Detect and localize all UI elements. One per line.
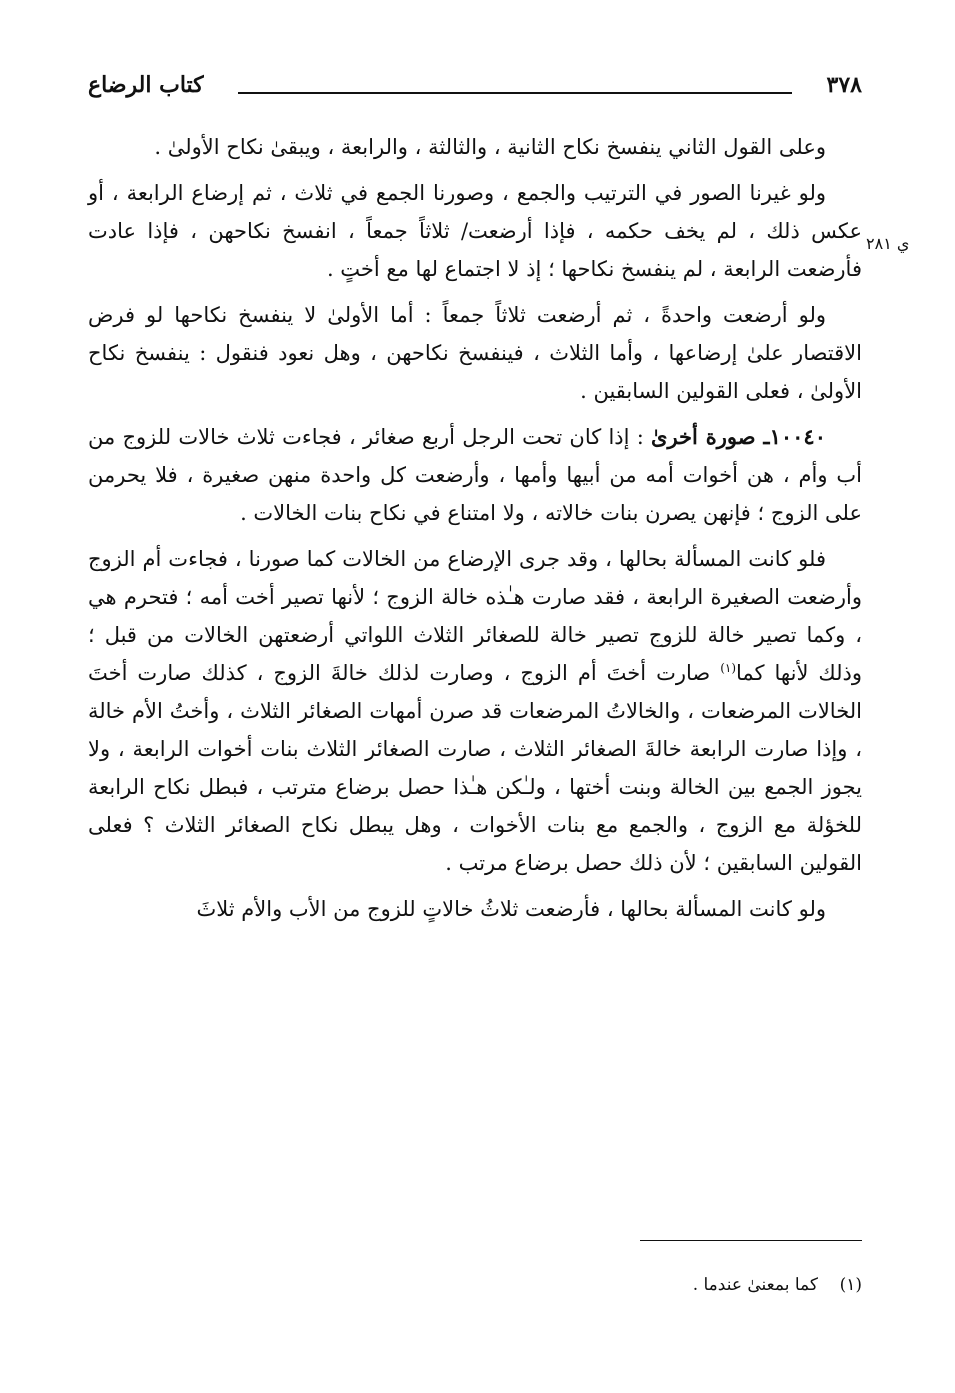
paragraph — [88, 174, 862, 288]
paragraph-text: ولو غيرنا الصور في الترتيب والجمع ، وصورنا الجمع في ثلاث ، ثم إرضاع الرابعة ، أو عكس ذلك ، لم يخف حكمه ، فإذا أرضعت/ ثلاثاً جمعاً ، انفسخ نكاحهن ، فإذا عادت فأرضعت الرابعة ، لم ينفسخ نكاحها ؛ إذ لا اجتماع لها مع أختٍ . — [88, 181, 862, 281]
paragraph — [88, 418, 862, 532]
paragraph-text: ولو أرضعت واحدةً ، ثم أرضعت ثلاثاً جمعاً : أما الأولىٰ لا ينفسخ نكاحها لو فرض الاقتصار علىٰ إرضاعها ، وأما الثلاث ، فينفسخ نكاحهن ، وهل نعود فنقول : ينفسخ نكاح الأولىٰ ، فعلى القولين السابقين . — [88, 303, 862, 403]
book-title: كتاب الرضاع — [88, 72, 204, 98]
footnote-reference: (١) — [720, 661, 737, 675]
paragraph-text: وعلى القول الثاني ينفسخ نكاح الثانية ، والثالثة ، والرابعة ، ويبقىٰ نكاح الأولىٰ . — [154, 135, 826, 159]
paragraph-text: : إذا كان تحت الرجل أربع صغائر ، فجاءت ثلاث خالات للزوج من أب وأم ، هن أخوات أمه من أبيها وأمها ، وأرضعت كل واحدة منهن صغيرة ، فلا يحرمن على الزوج ؛ فإنهن يصرن بنات خالاته ، ولا امتناع في نكاح بنات الخالات . — [88, 425, 862, 525]
header-rule — [238, 92, 792, 94]
margin-note: ي ٢٨١ — [866, 234, 910, 253]
footnote-text: كما بمعنىٰ عندما . — [692, 1275, 818, 1295]
main-text — [88, 128, 862, 936]
paragraph-text: صارت أختَ أم الزوج ، وصارت لذلك خالةَ الزوج ، كذلك صارت أختَ الخالات المرضعات ، والخالاتُ المرضعات قد صرن أمهات الصغائر الثلاث ، وأختُ الأم خالة ، وإذا صارت الرابعة خالةَ الصغائر الثلاث ، صارت الصغائر الثلاث بنات أخوات الرابعة ، ولا يجوز الجمع بين الخالة وبنت أختها ، ولـٰكن هـٰذا حصل برضاع مترتب ، فبطل نكاح الرابعة للخؤلة مع الزوج ، والجمع مع بنات الأخوات ، وهل يبطل نكاح الصغائر الثلاث ؟ فعلى القولين السابقين ؛ لأن ذلك حصل برضاع مرتب . — [88, 661, 862, 875]
paragraph — [88, 128, 862, 166]
section-heading: ١٠٠٤٠ـ صورة أخرىٰ — [651, 424, 826, 449]
page-header — [88, 72, 862, 106]
footnote-mark: (١) — [839, 1275, 862, 1295]
paragraph — [88, 296, 862, 410]
paragraph — [88, 540, 862, 882]
page-number: ٣٧٨ — [826, 72, 862, 98]
paragraph-text: ولو كانت المسألة بحالها ، فأرضعت ثلاثُ خالاتٍ للزوج من الأب والأم ثلاثَ — [196, 897, 826, 921]
paragraph-text: فلو كانت المسألة بحالها ، وقد جرى الإرضاع من الخالات كما صورنا ، فجاءت أم الزوج وأرضعت الصغيرة الرابعة ، فقد صارت هـٰذه خالة الزوج ؛ لأنها تصير أخت أمه ؛ فتحرم هي ، وكما تصير خالة للزوج تصير خالة للصغائر الثلاث اللواتي أرضعتهن الخالات من قبل ؛ وذلك لأنها كما — [88, 547, 862, 685]
footnote-separator — [640, 1240, 862, 1241]
paragraph — [88, 890, 862, 928]
footnote — [88, 1272, 862, 1298]
